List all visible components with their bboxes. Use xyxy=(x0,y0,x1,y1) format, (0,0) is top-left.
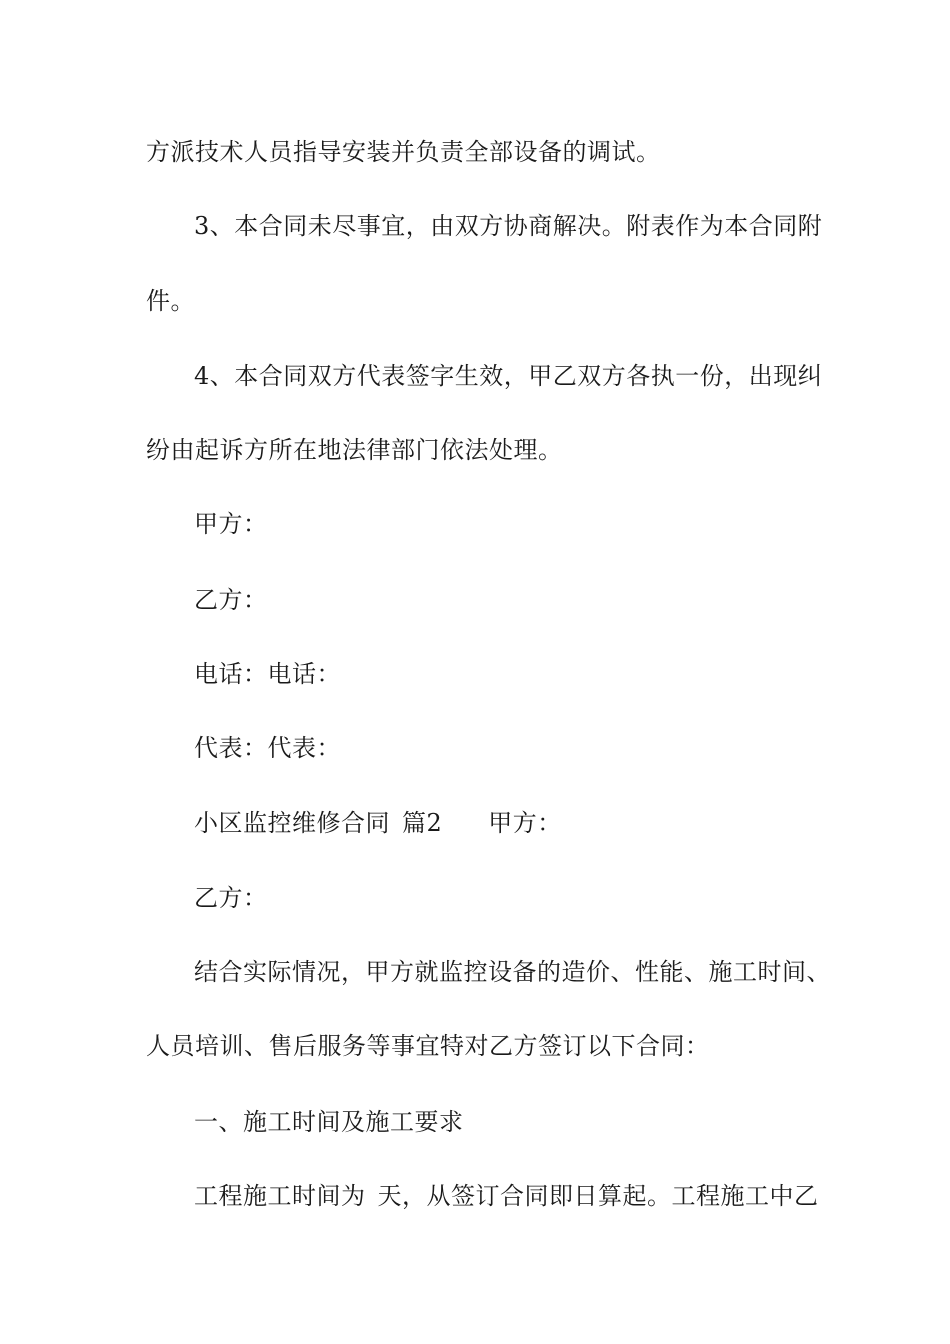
clause-4-line-2: 纷由起诉方所在地法律部门依法处理。 xyxy=(146,436,563,464)
clause-4-line-1: 4、本合同双方代表签字生效，甲乙双方各执一份，出现纠 xyxy=(194,362,823,390)
construction-time-after: 天，从签订合同即日算起。工程施工中乙 xyxy=(377,1182,819,1210)
section-2-heading xyxy=(194,807,562,839)
section-2-party-b: 乙方： xyxy=(194,884,268,912)
section-2-number: 篇2 xyxy=(402,809,443,837)
clause-3-line-2: 件。 xyxy=(146,287,195,315)
paragraph-line: 方派技术人员指导安装并负责全部设备的调试。 xyxy=(146,138,661,166)
party-a-label: 甲方： xyxy=(194,510,268,538)
intro-line-2: 人员培训、售后服务等事宜特对乙方签订以下合同： xyxy=(146,1032,710,1060)
phone-label: 电话：电话： xyxy=(194,660,341,688)
article-1-heading: 一、施工时间及施工要求 xyxy=(194,1108,464,1136)
representative-label: 代表：代表： xyxy=(194,734,341,762)
article-1-line-1 xyxy=(194,1180,819,1212)
section-2-title: 小区监控维修合同 xyxy=(194,809,390,837)
section-2-party-a: 甲方： xyxy=(488,809,562,837)
party-b-label: 乙方： xyxy=(194,586,268,614)
clause-3-line-1: 3、本合同未尽事宜，由双方协商解决。附表作为本合同附 xyxy=(194,212,823,240)
intro-line-1: 结合实际情况，甲方就监控设备的造价、性能、施工时间、 xyxy=(194,958,831,986)
construction-time-before: 工程施工时间为 xyxy=(194,1182,366,1210)
